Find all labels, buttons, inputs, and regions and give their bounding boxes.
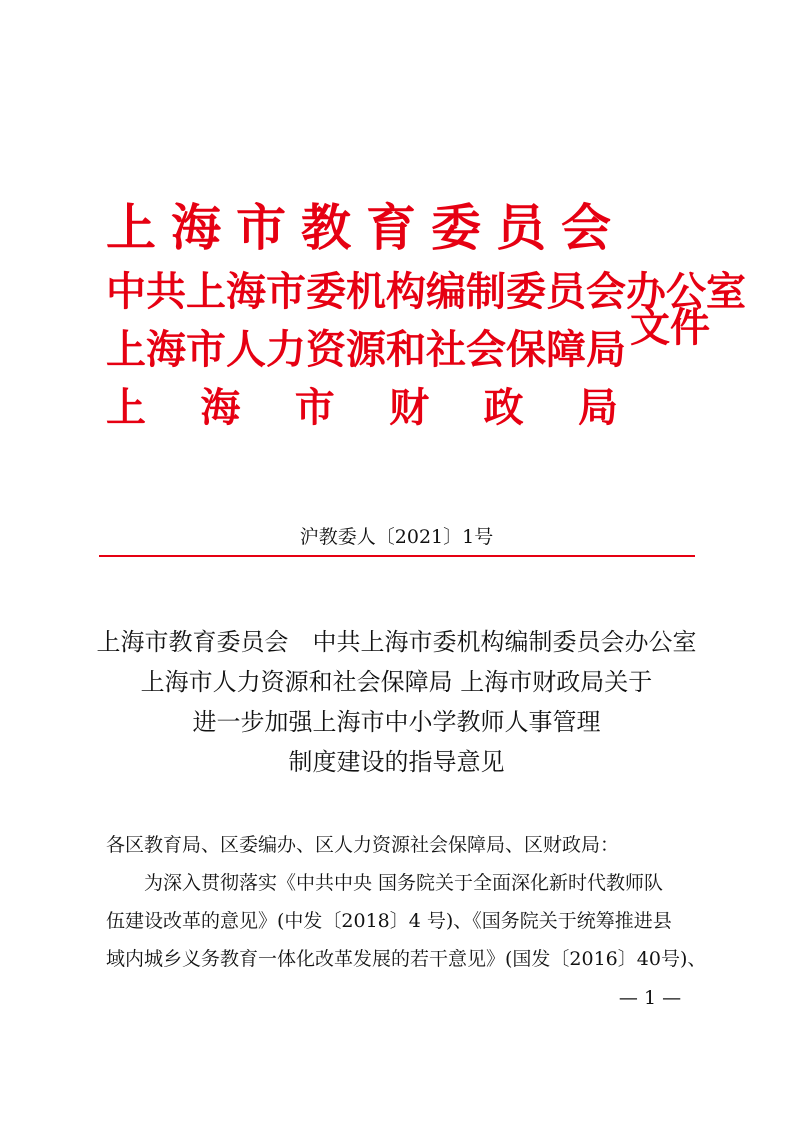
issuer-char: 社 bbox=[426, 327, 466, 373]
issuer-char: 局 bbox=[577, 385, 618, 431]
issuer-char: 财 bbox=[389, 385, 430, 431]
red-divider bbox=[99, 555, 695, 557]
issuer-char: 制 bbox=[466, 269, 506, 315]
paragraph-line: 为深入贯彻落实《中共中央 国务院关于全面深化新时代教师队 bbox=[144, 872, 664, 894]
recipients-line: 各区教育局、区委编办、区人力资源社会保障局、区财政局： bbox=[106, 834, 620, 856]
title-line: 上海市教育委员会 中共上海市委机构编制委员会办公室 bbox=[96, 628, 697, 656]
issuer-char: 源 bbox=[346, 327, 386, 373]
issuer-char: 海 bbox=[200, 385, 241, 431]
issuer-char: 上 bbox=[106, 385, 146, 431]
issuer-char: 共 bbox=[146, 269, 186, 315]
issuer-char: 育 bbox=[366, 199, 416, 257]
issuer-char: 市 bbox=[294, 385, 335, 431]
paragraph-line: 伍建设改革的意见》(中发〔2018〕4 号)、《国务院关于统筹推进县 bbox=[106, 910, 672, 932]
issuer-char: 力 bbox=[266, 327, 306, 373]
issuer-char: 保 bbox=[506, 327, 546, 373]
paragraph-line: 域内城乡义务教育一体化改革发展的若干意见》(国发〔2016〕40号)、 bbox=[106, 948, 707, 970]
issuer-char: 委 bbox=[306, 269, 346, 315]
body-text bbox=[106, 826, 707, 978]
issuer-char: 市 bbox=[236, 199, 286, 257]
issuer-char: 上 bbox=[186, 269, 226, 315]
issuer-char: 构 bbox=[386, 269, 426, 315]
issuer-name bbox=[106, 263, 746, 321]
issuer-char: 资 bbox=[306, 327, 346, 373]
title-line: 上海市人力资源和社会保障局 上海市财政局关于 bbox=[140, 668, 653, 696]
issuer-name bbox=[106, 379, 618, 437]
issuer-char: 人 bbox=[226, 327, 266, 373]
document-title bbox=[90, 622, 703, 782]
issuer-char: 会 bbox=[586, 269, 626, 315]
issuer-char: 员 bbox=[496, 199, 546, 257]
title-line: 进一步加强上海市中小学教师人事管理 bbox=[192, 708, 601, 736]
issuer-char: 教 bbox=[301, 199, 351, 257]
issuer-char: 机 bbox=[346, 269, 386, 315]
issuer-char: 上 bbox=[106, 199, 156, 257]
issuer-name bbox=[106, 321, 626, 379]
issuer-char: 和 bbox=[386, 327, 426, 373]
issuer-char: 海 bbox=[171, 199, 221, 257]
page-number: — 1 — bbox=[618, 987, 682, 1009]
issuer-char: 委 bbox=[431, 199, 481, 257]
issuer-char: 公 bbox=[666, 269, 706, 315]
issuer-char: 委 bbox=[506, 269, 546, 315]
issuer-char: 员 bbox=[546, 269, 586, 315]
issuer-char: 会 bbox=[466, 327, 506, 373]
issuer-char: 局 bbox=[586, 327, 626, 373]
issuer-char: 会 bbox=[561, 199, 611, 257]
issuer-char: 中 bbox=[106, 269, 146, 315]
title-line: 制度建设的指导意见 bbox=[288, 748, 505, 776]
issuer-char: 政 bbox=[483, 385, 524, 431]
issuer-char: 市 bbox=[266, 269, 306, 315]
issuer-name bbox=[106, 193, 611, 263]
issuer-char: 海 bbox=[146, 327, 186, 373]
issuer-char: 室 bbox=[706, 269, 746, 315]
document-number: 沪教委人〔2021〕1号 bbox=[299, 526, 494, 548]
issuer-char: 市 bbox=[186, 327, 226, 373]
issuer-char: 办 bbox=[626, 269, 666, 315]
issuer-char: 海 bbox=[226, 269, 266, 315]
issuer-char: 障 bbox=[546, 327, 586, 373]
document-suffix: 文件 bbox=[630, 305, 710, 351]
issuer-char: 上 bbox=[106, 327, 146, 373]
issuer-char: 编 bbox=[426, 269, 466, 315]
